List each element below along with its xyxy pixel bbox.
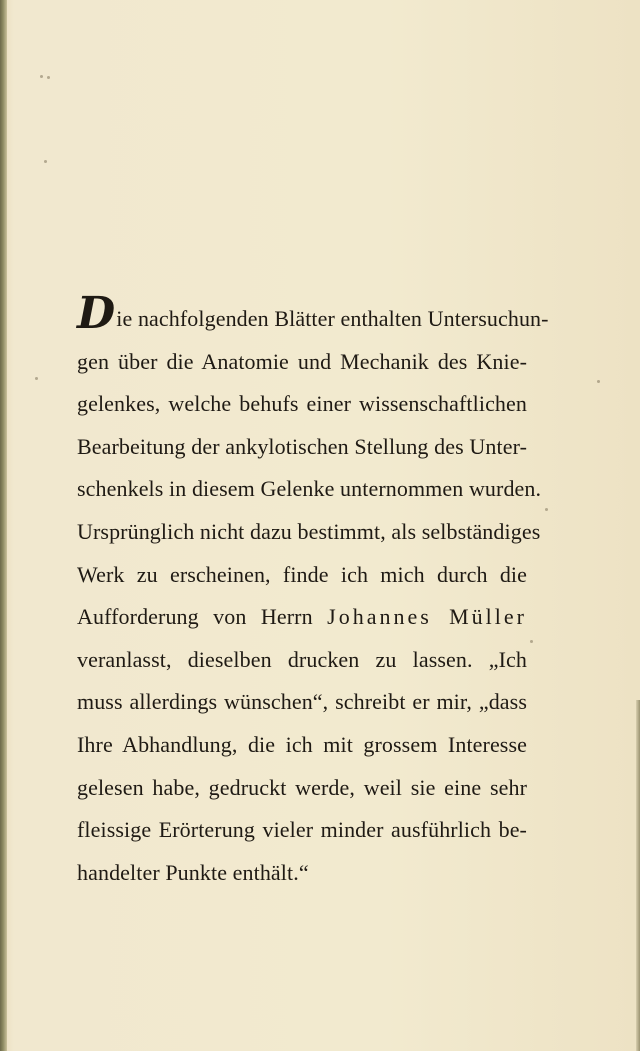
text-line: fleissige Erörterung vieler minder ausführlich be- <box>77 817 527 843</box>
spaced-name: Johannes Müller <box>327 604 527 630</box>
text-line: veranlasst, dieselben drucken zu lassen. „Ich <box>77 646 527 672</box>
page-gutter-edge <box>0 0 7 1051</box>
body-paragraph <box>77 288 549 894</box>
text-line: gen über die Anatomie und Mechanik des Knie- <box>77 348 527 374</box>
text-line: handelter Punkte enthält.“ <box>77 859 309 885</box>
paper-speck <box>530 640 533 643</box>
text-line: Werk zu erscheinen, finde ich mich durch die <box>77 561 527 587</box>
text-line <box>77 596 527 639</box>
text-line: Ursprünglich nicht dazu bestimmt, als selbständiges <box>77 518 541 544</box>
text-line: schenkels in diesem Gelenke unternommen wurden. <box>77 476 542 502</box>
paper-speck <box>40 75 43 78</box>
text-line: Bearbeitung der ankylotischen Stellung des Unter- <box>77 433 527 459</box>
paper-speck <box>44 160 47 163</box>
drop-cap: D <box>77 288 116 339</box>
text-line: gelesen habe, gedruckt werde, weil sie eine sehr <box>77 774 527 800</box>
text-line: muss allerdings wünschen“, schreibt er mir, „dass <box>77 689 527 715</box>
paper-speck <box>597 380 600 383</box>
paper-speck <box>35 377 38 380</box>
text-line: Ihre Abhandlung, die ich mit grossem Interesse <box>77 731 527 757</box>
text-line: gelenkes, welche behufs einer wissenschaftlichen <box>77 391 527 417</box>
line-text: Aufforderung von Herrn <box>77 604 313 630</box>
line-text: ie nachfolgenden Blätter enthalten Untersuchun- <box>116 306 549 331</box>
text-line <box>77 288 549 341</box>
paper-speck <box>545 508 548 511</box>
page-right-edge <box>636 700 640 1051</box>
paper-speck <box>47 76 50 79</box>
